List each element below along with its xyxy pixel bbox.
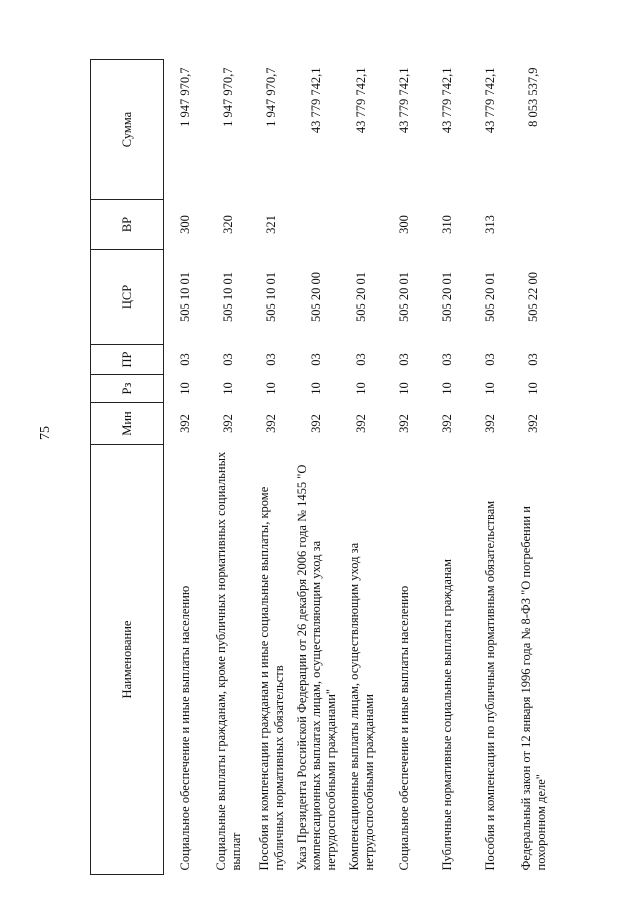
cell-pr: 03 (483, 353, 498, 366)
cell-csr: 505 20 01 (354, 272, 369, 322)
cell-name: Социальное обеспечение и иные выплаты населению (397, 585, 412, 871)
cell-name: Социальные выплаты гражданам, кроме публичных нормативных социальных выплат (214, 451, 243, 871)
cell-sum: 43 779 742,1 (440, 67, 455, 134)
cell-pr: 03 (526, 353, 541, 366)
cell-rz: 10 (440, 382, 455, 395)
table-row (383, 60, 426, 875)
cell-sum: 43 779 742,1 (354, 67, 369, 134)
cell-min: 392 (483, 414, 498, 433)
header-sum: Сумма (91, 60, 164, 200)
cell-sum: 1 947 970,7 (178, 67, 193, 127)
cell-vr: 313 (483, 215, 498, 234)
cell-csr: 505 20 00 (309, 272, 324, 322)
header-vr: ВР (91, 200, 164, 250)
cell-pr: 03 (397, 353, 412, 366)
table-row (250, 60, 293, 875)
cell-sum: 43 779 742,1 (483, 67, 498, 134)
budget-table-container (90, 60, 550, 875)
cell-sum: 43 779 742,1 (309, 67, 324, 134)
cell-csr: 505 20 01 (483, 272, 498, 322)
header-min: Мин (91, 403, 164, 445)
cell-min: 392 (354, 414, 369, 433)
cell-min: 392 (309, 414, 324, 433)
table-row (512, 60, 555, 875)
cell-csr: 505 20 01 (440, 272, 455, 322)
cell-vr: 321 (264, 215, 279, 234)
cell-rz: 10 (397, 382, 412, 395)
cell-vr: 300 (178, 215, 193, 234)
cell-vr (512, 200, 555, 250)
header-rz: Рз (91, 375, 164, 403)
table-row (340, 60, 383, 875)
header-name: Наименование (91, 445, 164, 875)
header-row (91, 60, 164, 875)
cell-csr: 505 10 01 (264, 272, 279, 322)
table-row (426, 60, 469, 875)
header-csr: ЦСР (91, 250, 164, 345)
table-row (207, 60, 250, 875)
cell-min: 392 (397, 414, 412, 433)
cell-name: Указ Президента Российской Федерации от 26 декабря 2006 года № 1455 "О компенсационных выплатах лицам, осуществляющим уход за нетрудоспособными гражданами" (295, 464, 338, 871)
cell-name: Социальное обеспечение и иные выплаты населению (178, 585, 193, 871)
cell-pr: 03 (354, 353, 369, 366)
table-header (91, 60, 164, 875)
cell-sum: 1 947 970,7 (264, 67, 279, 127)
cell-vr (293, 200, 340, 250)
cell-vr: 320 (221, 215, 236, 234)
cell-rz: 10 (526, 382, 541, 395)
cell-csr: 505 10 01 (178, 272, 193, 322)
cell-min: 392 (526, 414, 541, 433)
cell-sum: 1 947 970,7 (221, 67, 236, 127)
cell-csr: 505 22 00 (526, 272, 541, 322)
page-number: 75 (38, 426, 53, 440)
cell-min: 392 (221, 414, 236, 433)
cell-pr: 03 (440, 353, 455, 366)
cell-name: Федеральный закон от 12 января 1996 года № 8-ФЗ "О погребении и похоронном деле" (519, 506, 548, 871)
cell-pr: 03 (221, 353, 236, 366)
header-pr: ПР (91, 345, 164, 375)
cell-rz: 10 (178, 382, 193, 395)
cell-pr: 03 (264, 353, 279, 366)
cell-name: Компенсационные выплаты лицам, осуществляющим уход за нетрудоспособными гражданами (347, 542, 376, 871)
cell-csr: 505 10 01 (221, 272, 236, 322)
cell-min: 392 (178, 414, 193, 433)
cell-pr: 03 (309, 353, 324, 366)
cell-name: Публичные нормативные социальные выплаты гражданам (440, 558, 455, 871)
cell-min: 392 (440, 414, 455, 433)
cell-vr (340, 200, 383, 250)
cell-vr: 310 (440, 215, 455, 234)
cell-pr: 03 (178, 353, 193, 366)
table-body (164, 60, 556, 875)
cell-name: Пособия и компенсации гражданам и иные социальные выплаты, кроме публичных нормативных обязательств (257, 486, 286, 871)
cell-rz: 10 (354, 382, 369, 395)
table-row (164, 60, 208, 875)
budget-table (90, 59, 555, 875)
cell-rz: 10 (264, 382, 279, 395)
cell-csr: 505 20 01 (397, 272, 412, 322)
cell-rz: 10 (483, 382, 498, 395)
table-row (469, 60, 512, 875)
cell-rz: 10 (309, 382, 324, 395)
table-row (293, 60, 340, 875)
cell-name: Пособия и компенсации по публичным нормативным обязательствам (483, 500, 498, 871)
cell-sum: 8 053 537,9 (526, 67, 541, 127)
cell-vr: 300 (397, 215, 412, 234)
cell-rz: 10 (221, 382, 236, 395)
cell-sum: 43 779 742,1 (397, 67, 412, 134)
cell-min: 392 (264, 414, 279, 433)
